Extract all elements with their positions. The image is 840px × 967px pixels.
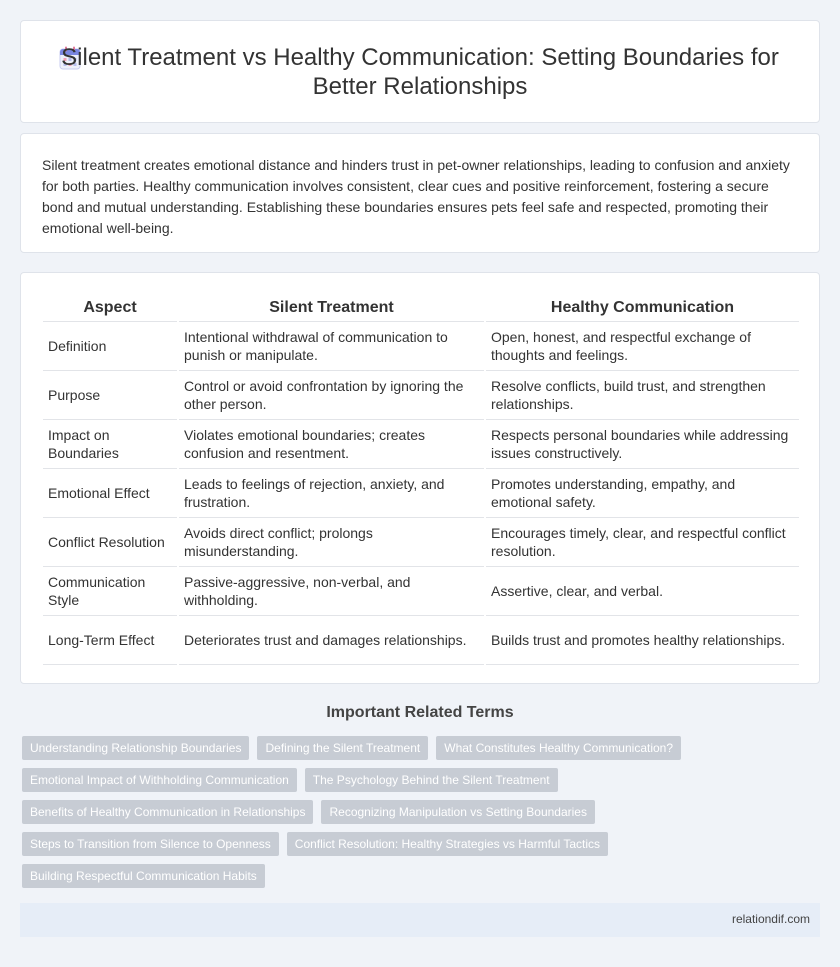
row-aspect: Impact on Boundaries (43, 419, 178, 468)
table-row (43, 517, 799, 566)
row-aspect: Purpose (43, 370, 178, 419)
related-term-tag[interactable]: Steps to Transition from Silence to Openness (22, 832, 279, 856)
row-healthy-communication: Respects personal boundaries while addressing issues constructively. (485, 419, 799, 468)
row-aspect: Long-Term Effect (43, 615, 178, 664)
row-healthy-communication: Open, honest, and respectful exchange of thoughts and feelings. (485, 321, 799, 370)
row-aspect: Communication Style (43, 566, 178, 615)
related-term-tag[interactable]: Building Respectful Communication Habits (22, 864, 265, 888)
related-term-tag[interactable]: Conflict Resolution: Healthy Strategies vs Harmful Tactics (287, 832, 608, 856)
row-healthy-communication: Promotes understanding, empathy, and emotional safety. (485, 468, 799, 517)
header-healthy-communication: Healthy Communication (485, 297, 799, 321)
header-silent-treatment: Silent Treatment (178, 297, 485, 321)
footer (20, 903, 820, 937)
tag-row (22, 800, 603, 824)
comparison-card (20, 272, 820, 684)
row-healthy-communication: Builds trust and promotes healthy relationships. (485, 615, 799, 664)
related-term-tag[interactable]: Benefits of Healthy Communication in Relationships (22, 800, 313, 824)
related-term-tag[interactable]: Emotional Impact of Withholding Communication (22, 768, 297, 792)
table-row (43, 321, 799, 370)
row-silent-treatment: Violates emotional boundaries; creates confusion and resentment. (178, 419, 485, 468)
footer-site-link[interactable]: relationdif.com (731, 912, 810, 926)
page-title: Silent Treatment vs Healthy Communication: Setting Boundaries for Better Relationships (61, 44, 779, 100)
header-aspect: Aspect (43, 297, 178, 321)
table-row (43, 419, 799, 468)
row-aspect: Conflict Resolution (43, 517, 178, 566)
table-row (43, 566, 799, 615)
table-row (43, 615, 799, 664)
tag-row (22, 864, 273, 888)
row-silent-treatment: Passive-aggressive, non-verbal, and withholding. (178, 566, 485, 615)
tag-row (22, 768, 566, 792)
row-silent-treatment: Control or avoid confrontation by ignoring the other person. (178, 370, 485, 419)
comparison-table (43, 297, 799, 665)
table-row (43, 468, 799, 517)
header-card (20, 20, 820, 123)
row-healthy-communication: Assertive, clear, and verbal. (485, 566, 799, 615)
related-term-tag[interactable]: What Constitutes Healthy Communication? (436, 736, 681, 760)
row-silent-treatment: Leads to feelings of rejection, anxiety, and frustration. (178, 468, 485, 517)
row-healthy-communication: Encourages timely, clear, and respectful conflict resolution. (485, 517, 799, 566)
related-term-tag[interactable]: Understanding Relationship Boundaries (22, 736, 249, 760)
row-aspect: Definition (43, 321, 178, 370)
table-header-row (43, 297, 799, 321)
intro-card (20, 133, 820, 253)
related-term-tag[interactable]: Defining the Silent Treatment (257, 736, 428, 760)
row-silent-treatment: Avoids direct conflict; prolongs misunderstanding. (178, 517, 485, 566)
tag-row (22, 832, 616, 856)
row-aspect: Emotional Effect (43, 468, 178, 517)
row-healthy-communication: Resolve conflicts, build trust, and strengthen relationships. (485, 370, 799, 419)
table-row (43, 370, 799, 419)
related-terms-title: Important Related Terms (326, 704, 514, 721)
intro-paragraph: Silent treatment creates emotional distance and hinders trust in pet-owner relationships, leading to confusion and anxiety for both parties. Healthy communication involves consistent, clear cues and positive reinforcement, fostering a secure bond and mutual understanding. Establishing these boundaries ensures pets feel safe and respected, promoting their emotional well-being. (42, 157, 790, 236)
row-silent-treatment: Intentional withdrawal of communication to punish or manipulate. (178, 321, 485, 370)
row-silent-treatment: Deteriorates trust and damages relationships. (178, 615, 485, 664)
tag-row (22, 736, 689, 760)
related-term-tag[interactable]: Recognizing Manipulation vs Setting Boundaries (321, 800, 595, 824)
related-term-tag[interactable]: The Psychology Behind the Silent Treatment (305, 768, 558, 792)
